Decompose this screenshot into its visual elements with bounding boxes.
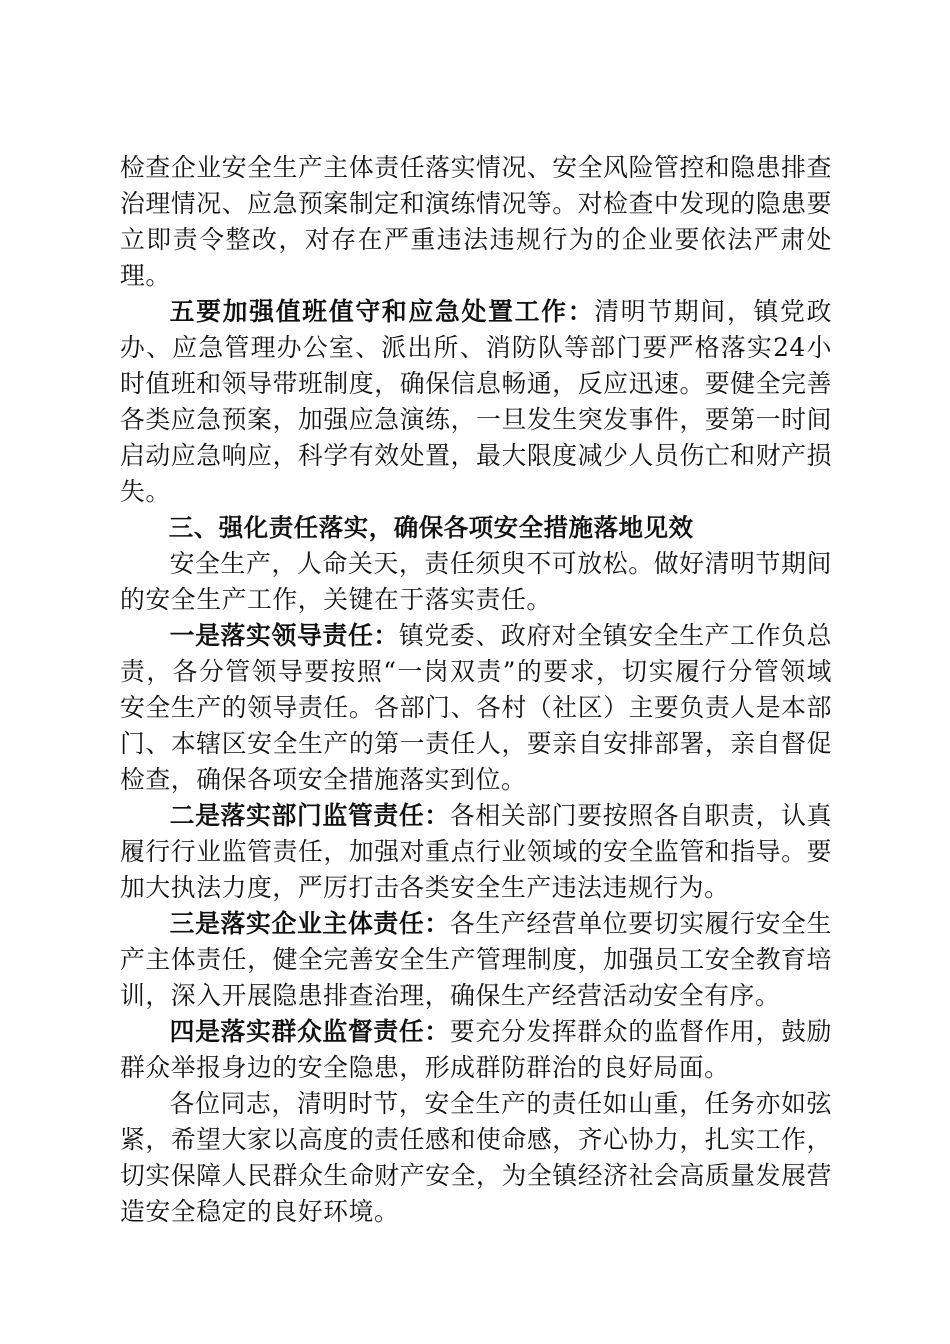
paragraph-lead: 一是落实领导责任： [169, 621, 399, 650]
section-heading: 三、强化责任落实，确保各项安全措施落地见效 [168, 513, 694, 542]
paragraph-enterprise-responsibility [120, 906, 832, 1014]
paragraph-lead: 二是落实部门监管责任： [169, 801, 450, 830]
document-page [120, 150, 832, 1230]
paragraph-continued: 检查企业安全生产主体责任落实情况、安全风险管控和隐患排查治理情况、应急预案制定和演练情况等。对检查中发现的隐患要立即责令整改，对存在严重违法违规行为的企业要依法严肃处理。 [120, 153, 832, 290]
paragraph-body: 清明节期间，镇党政办、应急管理办公室、派出所、消防队等部门要严格落实24小时值班和领导带班制度，确保信息畅通，反应迅速。要健全完善各类应急预案，加强应急演练，一旦发生突发事件，要第一时间启动应急响应，科学有效处置，最大限度减少人员伤亡和财产损失。 [120, 297, 832, 506]
paragraph-leadership-responsibility [120, 618, 832, 798]
paragraph-duty-emergency [120, 294, 832, 510]
paragraph-body: 要充分发挥群众的监督作用，鼓励群众举报身边的安全隐患，形成群防群治的良好局面。 [120, 1017, 832, 1082]
paragraph-public-supervision [120, 1014, 832, 1086]
paragraph-department-responsibility [120, 798, 832, 906]
paragraph-lead: 五要加强值班值守和应急处置工作： [169, 297, 595, 326]
paragraph-lead: 三是落实企业主体责任： [169, 909, 450, 938]
paragraph-body: 各生产经营单位要切实履行安全生产主体责任，健全完善安全生产管理制度，加强员工安全教育培训，深入开展隐患排查治理，确保生产经营活动安全有序。 [120, 909, 832, 1010]
paragraph-section-intro: 安全生产，人命关天，责任须臾不可放松。做好清明节期间的安全生产工作，关键在于落实责任。 [120, 549, 832, 614]
paragraph-body: 镇党委、政府对全镇安全生产工作负总责，各分管领导要按照“一岗双责”的要求，切实履行分管领域安全生产的领导责任。各部门、各村（社区）主要负责人是本部门、本辖区安全生产的第一责任人，要亲自安排部署，亲自督促检查，确保各项安全措施落实到位。 [120, 621, 833, 794]
paragraph-closing: 各位同志，清明时节，安全生产的责任如山重，任务亦如弦紧，希望大家以高度的责任感和使命感，齐心协力，扎实工作，切实保障人民群众生命财产安全，为全镇经济社会高质量发展营造安全稳定的良好环境。 [120, 1089, 832, 1226]
paragraph-lead: 四是落实群众监督责任： [169, 1017, 450, 1046]
paragraph-body: 各相关部门要按照各自职责，认真履行行业监管责任，加强对重点行业领域的安全监管和指导。要加大执法力度，严厉打击各类安全生产违法违规行为。 [120, 801, 832, 902]
